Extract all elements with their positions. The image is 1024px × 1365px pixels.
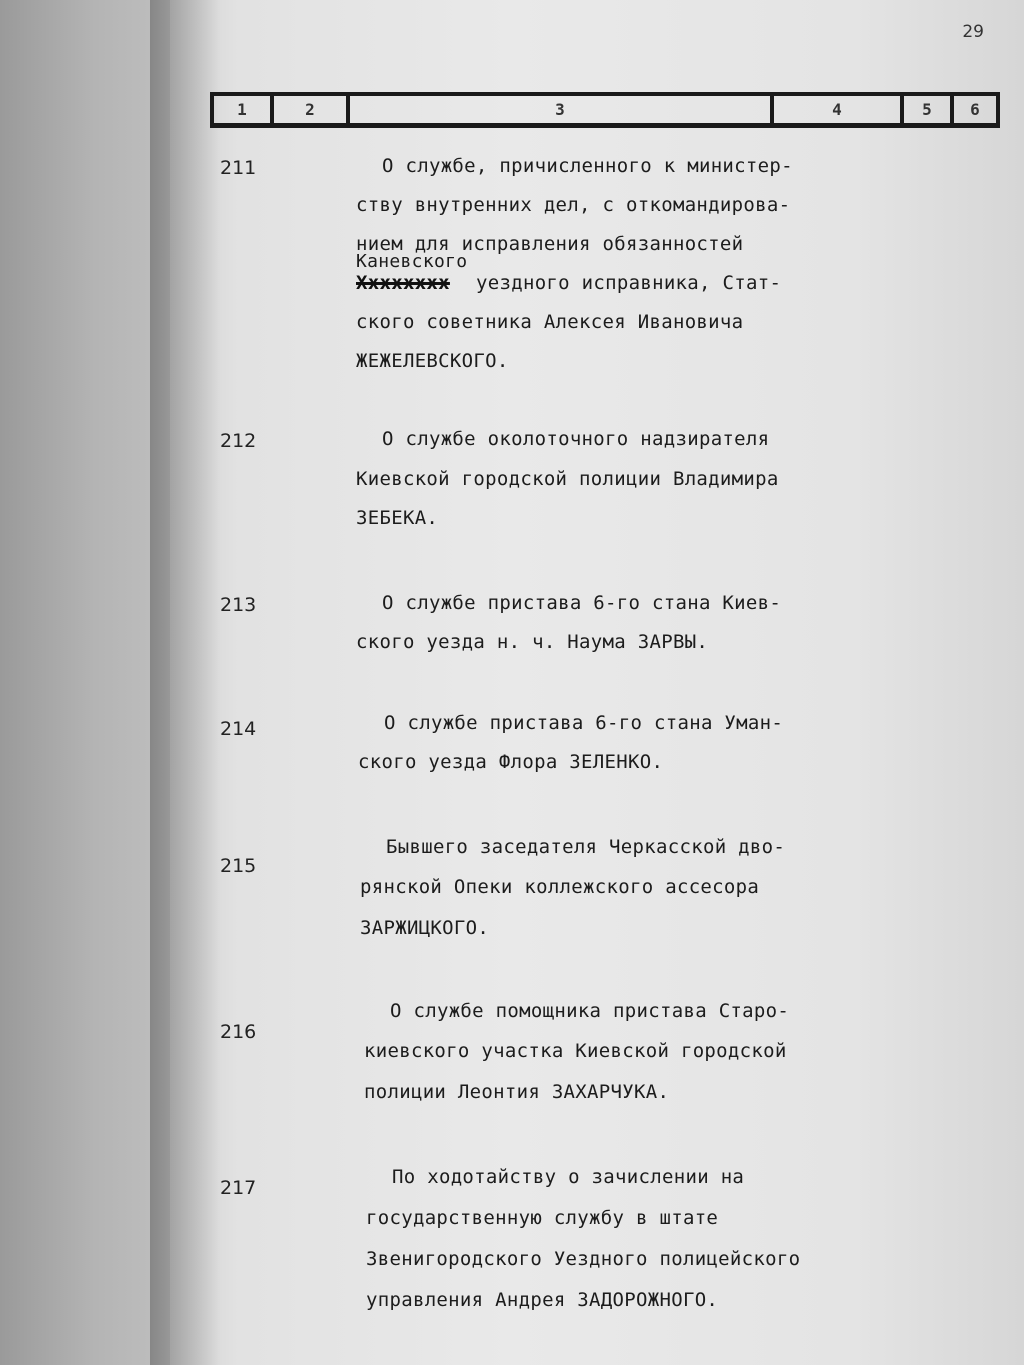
entry-line: полиции Леонтия ЗАХАРЧУКА. bbox=[364, 1081, 670, 1103]
entry-line: уездного исправника, Стат- bbox=[476, 272, 782, 294]
entry-line: О службе пристава 6-го стана Киев- bbox=[382, 592, 782, 614]
entry-line: ЗАРЖИЦКОГО. bbox=[360, 917, 490, 939]
entry-line: О службе пристава 6-го стана Уман- bbox=[384, 712, 784, 734]
entry-line: Киевской городской полиции Владимира bbox=[356, 468, 779, 490]
column-header-3: 3 bbox=[350, 96, 774, 123]
entry-line: О службе, причисленного к министер- bbox=[382, 155, 793, 177]
column-header-1: 1 bbox=[214, 96, 274, 123]
entry-line: Звенигородского Уездного полицейского bbox=[366, 1248, 801, 1270]
entry-line: Бывшего заседателя Черкасской дво- bbox=[386, 836, 786, 858]
entry-number: 215 bbox=[220, 855, 257, 877]
entry-line: ского советника Алексея Ивановича bbox=[356, 311, 744, 333]
entry-line-insertion: Каневского bbox=[356, 251, 468, 272]
entry-line: ского уезда Флора ЗЕЛЕНКО. bbox=[358, 751, 664, 773]
entry-line: государственную службу в штате bbox=[366, 1207, 719, 1229]
column-header-4: 4 bbox=[774, 96, 904, 123]
entry-line: киевского участка Киевской городской bbox=[364, 1040, 787, 1062]
entry-number: 216 bbox=[220, 1021, 257, 1043]
entry-line: ЗЕБЕКА. bbox=[356, 507, 439, 529]
entry-line: ЖЕЖЕЛЕВСКОГО. bbox=[356, 350, 509, 372]
entry-number: 213 bbox=[220, 594, 257, 616]
entry-number: 211 bbox=[220, 157, 257, 179]
struck-out-word: Хххххххх bbox=[356, 272, 450, 294]
entry-line: О службе помощника пристава Старо- bbox=[390, 1000, 790, 1022]
entry-number: 212 bbox=[220, 430, 257, 452]
entry-number: 214 bbox=[220, 718, 257, 740]
entry-line: рянской Опеки коллежского ассесора bbox=[360, 876, 760, 898]
entry-line: нием для исправления обязанностей bbox=[356, 233, 744, 255]
column-header-row bbox=[210, 92, 1000, 128]
page-gutter-shadow bbox=[150, 0, 220, 1365]
entry-number: 217 bbox=[220, 1177, 257, 1199]
entry-line: О службе околоточного надзирателя bbox=[382, 428, 770, 450]
column-header-2: 2 bbox=[274, 96, 350, 123]
entry-line: управления Андрея ЗАДОРОЖНОГО. bbox=[366, 1289, 719, 1311]
entry-line: ского уезда н. ч. Наума ЗАРВЫ. bbox=[356, 631, 709, 653]
column-header-6: 6 bbox=[970, 100, 980, 119]
entry-line: По ходотайству о зачислении на bbox=[392, 1166, 745, 1188]
entry-line: ству внутренних дел, с откомандирова- bbox=[356, 194, 791, 216]
column-header-5: 5 bbox=[904, 96, 954, 123]
page-number: 29 bbox=[962, 22, 984, 42]
